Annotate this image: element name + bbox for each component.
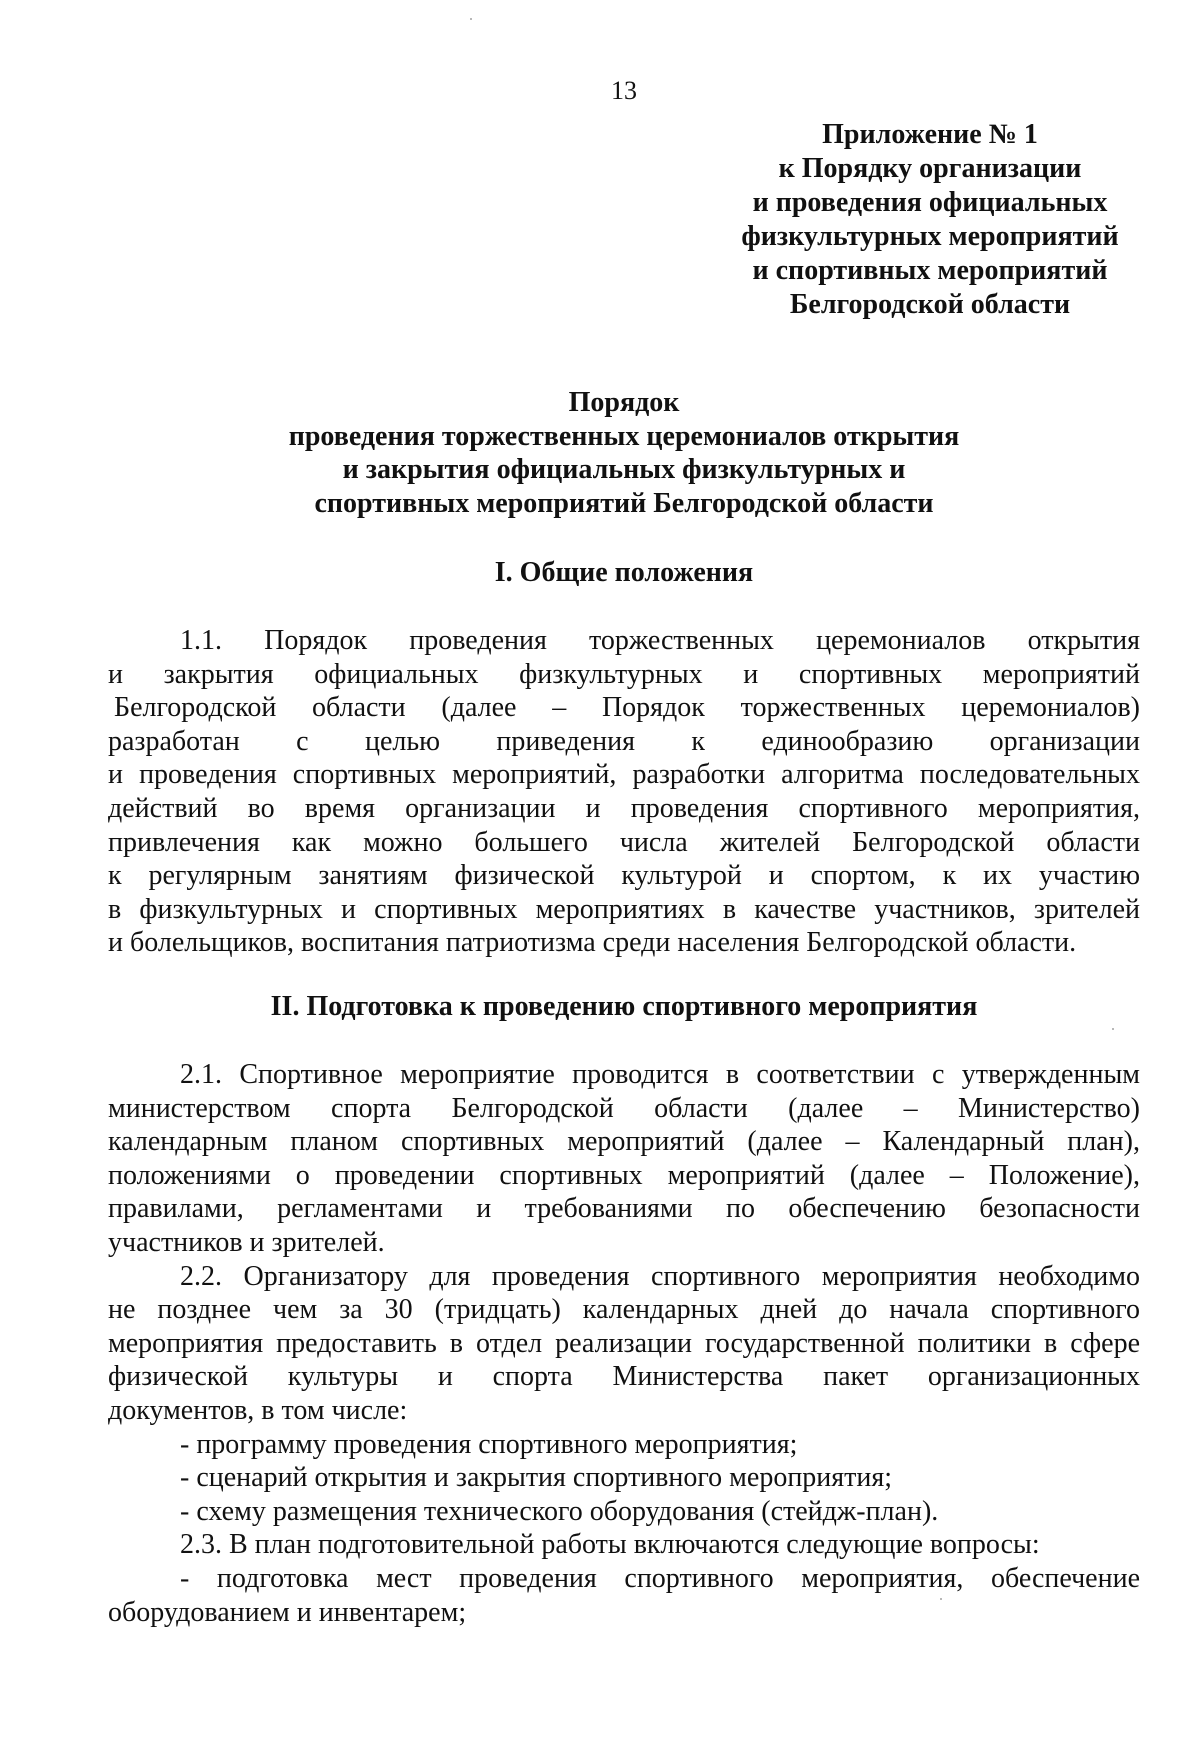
page-number: 13 xyxy=(611,76,637,105)
paragraph-line: физической культуры и спорта Министерства пакет организационных xyxy=(108,1361,1140,1393)
title-line: спортивных мероприятий Белгородской области xyxy=(314,487,934,519)
section-2-body xyxy=(108,1058,1140,1629)
appendix-line: к Порядку организации xyxy=(778,153,1082,184)
paragraph-line: министерством спорта Белгородской области (далее – Министерство) xyxy=(108,1092,1140,1124)
document-title xyxy=(0,386,1200,520)
title-line: Порядок xyxy=(568,387,680,418)
appendix-line: физкультурных мероприятий xyxy=(741,221,1119,252)
list-item: - сценарий открытия и закрытия спортивного мероприятия; xyxy=(180,1462,893,1494)
paragraph-line: и закрытия официальных физкультурных и спортивных мероприятий xyxy=(108,658,1140,690)
paragraph-line: разработан с целью приведения к единообразию организации xyxy=(108,725,1140,757)
paragraph-line: календарным планом спортивных мероприятий (далее – Календарный план), xyxy=(108,1126,1140,1158)
paragraph-line: привлечения как можно большего числа жителей Белгородской области xyxy=(108,826,1140,858)
appendix-line: и спортивных мероприятий xyxy=(752,255,1108,286)
paragraph-line: и болельщиков, воспитания патриотизма среди населения Белгородской области. xyxy=(108,927,1077,959)
paragraph-line: и проведения спортивных мероприятий, разработки алгоритма последовательных xyxy=(108,759,1140,791)
list-item: - программу проведения спортивного мероприятия; xyxy=(180,1428,798,1460)
title-line: проведения торжественных церемониалов открытия xyxy=(288,420,960,452)
paragraph-line: документов, в том числе: xyxy=(108,1394,408,1426)
paragraph-line: в физкультурных и спортивных мероприятиях в качестве участников, зрителей xyxy=(108,893,1140,925)
scan-speck xyxy=(470,18,472,20)
appendix-line: Приложение № 1 xyxy=(822,119,1038,150)
list-item: - подготовка мест проведения спортивного мероприятия, обеспечение xyxy=(180,1562,1140,1594)
paragraph-line: действий во время организации и проведения спортивного мероприятия, xyxy=(108,792,1140,824)
paragraph-line: 1.1. Порядок проведения торжественных церемониалов открытия xyxy=(180,625,1140,656)
title-line: и закрытия официальных физкультурных и xyxy=(342,454,906,485)
list-item: - схему размещения технического оборудования (стейдж-план). xyxy=(180,1495,939,1527)
paragraph-line: участников и зрителей. xyxy=(108,1226,385,1258)
section-1-body xyxy=(108,624,1140,960)
paragraph-line: оборудованием и инвентарем; xyxy=(108,1596,467,1628)
paragraph-line: 2.2. Организатору для проведения спортивного мероприятия необходимо xyxy=(180,1260,1140,1292)
paragraph-line: не позднее чем за 30 (тридцать) календарных дней до начала спортивного xyxy=(108,1294,1140,1326)
section-2-heading: II. Подготовка к проведению спортивного мероприятия xyxy=(270,991,978,1022)
scan-speck xyxy=(1112,1028,1114,1030)
paragraph-line: Белгородской области (далее – Порядок торжественных церемониалов) xyxy=(114,692,1140,724)
appendix-line: Белгородской области xyxy=(789,289,1071,320)
paragraph-line: положениями о проведении спортивных мероприятий (далее – Положение), xyxy=(108,1159,1140,1191)
appendix-header xyxy=(700,118,1160,322)
section-1-heading: I. Общие положения xyxy=(494,557,754,588)
appendix-line: и проведения официальных xyxy=(752,187,1108,218)
paragraph-line: мероприятия предоставить в отдел реализации государственной политики в сфере xyxy=(108,1327,1140,1359)
paragraph-line: 2.1. Спортивное мероприятие проводится в соответствии с утвержденным xyxy=(180,1059,1140,1090)
paragraph-line: к регулярным занятиям физической культурой и спортом, к их участию xyxy=(108,860,1140,892)
paragraph-line: правилами, регламентами и требованиями по обеспечению безопасности xyxy=(108,1193,1140,1225)
paragraph-line: 2.3. В план подготовительной работы включаются следующие вопросы: xyxy=(180,1529,1040,1561)
scan-speck xyxy=(940,1598,942,1600)
